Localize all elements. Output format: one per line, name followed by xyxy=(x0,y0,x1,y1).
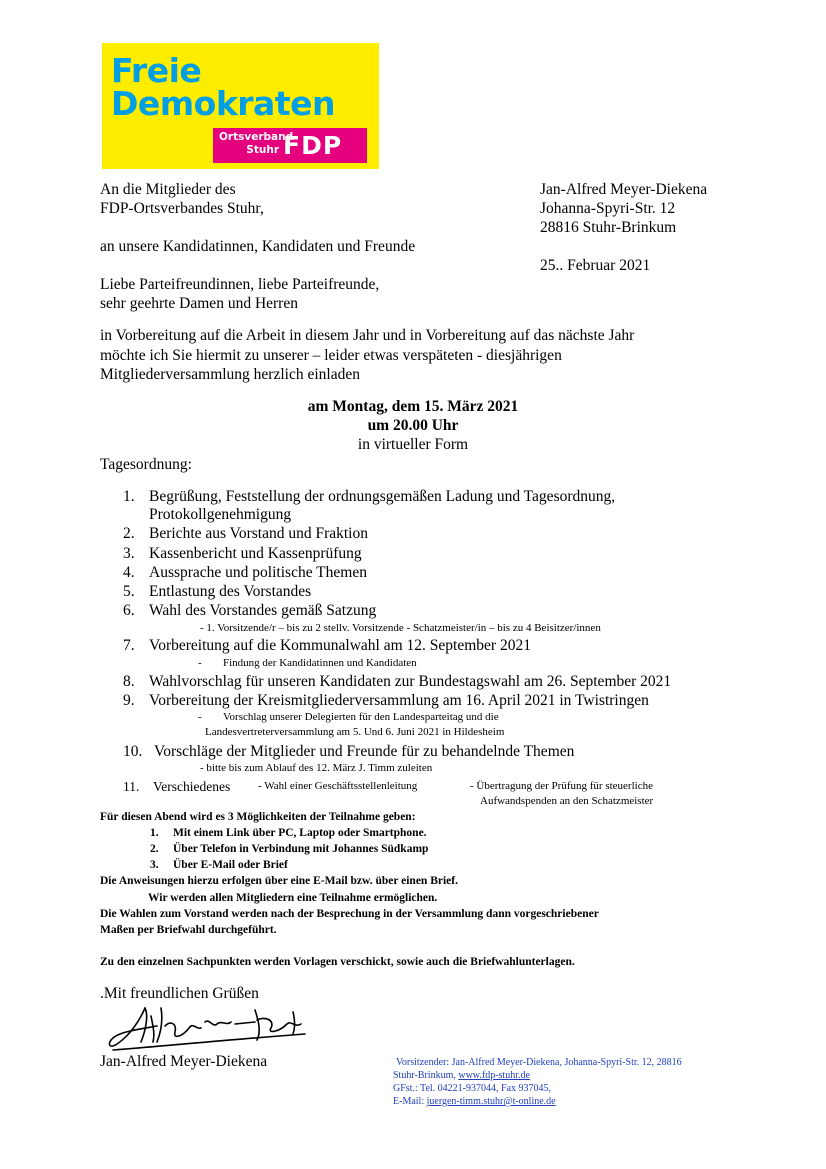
participation-heading: Für diesen Abend wird es 3 Möglichkeiten der Teilnahme geben: xyxy=(100,811,416,823)
agenda-item-6: Wahl des Vorstandes gemäß Satzung xyxy=(149,602,377,619)
participation-line4: Maßen per Briefwahl durchgeführt. xyxy=(100,924,277,936)
participation-line2: Wir werden allen Mitgliedern eine Teilnahme ermöglichen. xyxy=(148,892,438,904)
agenda-num: 2. xyxy=(123,525,135,542)
option-num: 3. xyxy=(150,859,159,871)
agenda-item-1-cont: Protokollgenehmigung xyxy=(149,506,292,523)
option-num: 2. xyxy=(150,843,159,855)
participation-line5: Zu den einzelnen Sachpunkten werden Vorlagen verschickt, sowie auch die Briefwahlunterlagen. xyxy=(100,956,575,968)
logo-word-freie: Freie xyxy=(111,51,202,90)
agenda-item-11-note-b: - Übertragung der Prüfung für steuerliche xyxy=(470,780,653,792)
agenda-num: 11. xyxy=(123,779,140,794)
agenda-item-11-note-b2: Aufwandspenden an den Schatzmeister xyxy=(480,795,654,807)
intro-line3: Mitgliederversammlung herzlich einladen xyxy=(100,366,360,383)
agenda-item-11-note: - Wahl einer Geschäftsstellenleitung xyxy=(258,780,418,792)
agenda-item-10: Vorschläge der Mitglieder und Freunde für zu behandelnde Themen xyxy=(154,743,575,760)
option-phone: Über Telefon in Verbindung mit Johannes Südkamp xyxy=(173,843,429,855)
agenda-num: 6. xyxy=(123,602,135,619)
recipient-line2: FDP-Ortsverbandes Stuhr, xyxy=(100,200,264,217)
agenda-item-9-bullet: - xyxy=(198,711,202,723)
option-link: Mit einem Link über PC, Laptop oder Smartphone. xyxy=(173,827,427,839)
email-link[interactable]: juergen-timm.stuhr@t-online.de xyxy=(426,1096,556,1107)
recipient-line3: an unsere Kandidatinnen, Kandidaten und Freunde xyxy=(100,238,416,255)
participation-line3: Die Wahlen zum Vorstand werden nach der Besprechung in der Versammlung dann vorgeschriebener xyxy=(100,908,599,920)
agenda-item-10-note: - bitte bis zum Ablauf des 12. März J. Timm zuleiten xyxy=(200,762,433,774)
logo-fdp: FDP xyxy=(283,131,343,160)
handwritten-signature xyxy=(105,1002,315,1054)
logo-sub1: Ortsverband xyxy=(219,131,294,143)
footer-line1: Vorsitzender: Jan-Alfred Meyer-Diekena, Johanna-Spyri-Str. 12, 28816 xyxy=(396,1057,682,1068)
agenda-item-3: Kassenbericht und Kassenprüfung xyxy=(149,545,362,562)
signature-name: Jan-Alfred Meyer-Diekena xyxy=(100,1053,268,1070)
recipient-line1: An die Mitglieder des xyxy=(100,181,236,198)
agenda-item-7: Vorbereitung auf die Kommunalwahl am 12. September 2021 xyxy=(149,637,531,654)
agenda-num: 9. xyxy=(123,692,135,709)
agenda-item-5: Entlastung des Vorstandes xyxy=(149,583,312,600)
agenda-item-9-note2: Landesvertreterversammlung am 5. Und 6. Juni 2021 in Hildesheim xyxy=(205,726,505,738)
agenda-item-7-bullet: - xyxy=(198,657,202,669)
salutation-line1: Liebe Parteifreundinnen, liebe Parteifreunde, xyxy=(100,276,380,293)
sender-name: Jan-Alfred Meyer-Diekena xyxy=(540,181,708,198)
meeting-date: am Montag, dem 15. März 2021 xyxy=(307,398,519,415)
logo-word-demokraten: Demokraten xyxy=(111,84,335,123)
agenda-title: Tagesordnung: xyxy=(100,456,192,473)
footer-email-label: E-Mail: xyxy=(393,1096,427,1107)
logo-local-badge xyxy=(213,128,367,163)
agenda-num: 7. xyxy=(123,637,135,654)
agenda-item-4: Aussprache und politische Themen xyxy=(149,564,367,581)
option-num: 1. xyxy=(150,827,159,839)
agenda-item-6-note: - 1. Vorsitzende/r – bis zu 2 stellv. Vorsitzende - Schatzmeister/in – bis zu 4 Beisitzer/innen xyxy=(200,622,601,634)
agenda-num: 3. xyxy=(123,545,135,562)
letter-date: 25.. Februar 2021 xyxy=(540,257,651,274)
salutation-line2: sehr geehrte Damen und Herren xyxy=(100,295,298,312)
sender-street: Johanna-Spyri-Str. 12 xyxy=(540,200,676,217)
agenda-num: 1. xyxy=(123,488,135,505)
footer-line2 xyxy=(393,1069,530,1083)
footer-line4 xyxy=(393,1095,556,1109)
agenda-num: 8. xyxy=(123,673,135,690)
sender-city: 28816 Stuhr-Brinkum xyxy=(540,219,677,236)
footer-line3: GFst.: Tel. 04221-937044, Fax 937045, xyxy=(393,1083,552,1094)
meeting-time: um 20.00 Uhr xyxy=(367,417,459,434)
option-mail: Über E-Mail oder Brief xyxy=(173,859,288,871)
agenda-item-8: Wahlvorschlag für unseren Kandidaten zur Bundestagswahl am 26. September 2021 xyxy=(149,673,672,690)
party-logo xyxy=(102,43,379,169)
agenda-item-9: Vorbereitung der Kreismitgliederversammlung am 16. April 2021 in Twistringen xyxy=(149,692,649,709)
agenda-num: 4. xyxy=(123,564,135,581)
logo-sub2: Stuhr xyxy=(246,144,279,156)
agenda-item-1: Begrüßung, Feststellung der ordnungsgemäßen Ladung und Tagesordnung, xyxy=(149,488,616,505)
agenda-item-9-note: Vorschlag unserer Delegierten für den Landesparteitag und die xyxy=(223,711,499,723)
agenda-item-2: Berichte aus Vorstand und Fraktion xyxy=(149,525,368,542)
agenda-item-7-note: Findung der Kandidatinnen und Kandidaten xyxy=(223,657,417,669)
intro-line2: möchte ich Sie hiermit zu unserer – leider etwas verspäteten - diesjährigen xyxy=(100,347,562,364)
meeting-form: in virtueller Form xyxy=(357,436,469,453)
closing-greeting: .Mit freundlichen Grüßen xyxy=(100,985,259,1002)
logo-ortsverband xyxy=(219,131,294,157)
agenda-num: 10. xyxy=(123,743,143,760)
agenda-item-11: Verschiedenes xyxy=(153,779,231,794)
website-link[interactable]: www.fdp-stuhr.de xyxy=(458,1070,530,1081)
participation-line1: Die Anweisungen hierzu erfolgen über eine E-Mail bzw. über einen Brief. xyxy=(100,875,458,887)
footer-location: Stuhr-Brinkum, xyxy=(393,1070,459,1081)
agenda-num: 5. xyxy=(123,583,135,600)
intro-line1: in Vorbereitung auf die Arbeit in diesem Jahr und in Vorbereitung auf das nächste Jahr xyxy=(100,327,635,344)
